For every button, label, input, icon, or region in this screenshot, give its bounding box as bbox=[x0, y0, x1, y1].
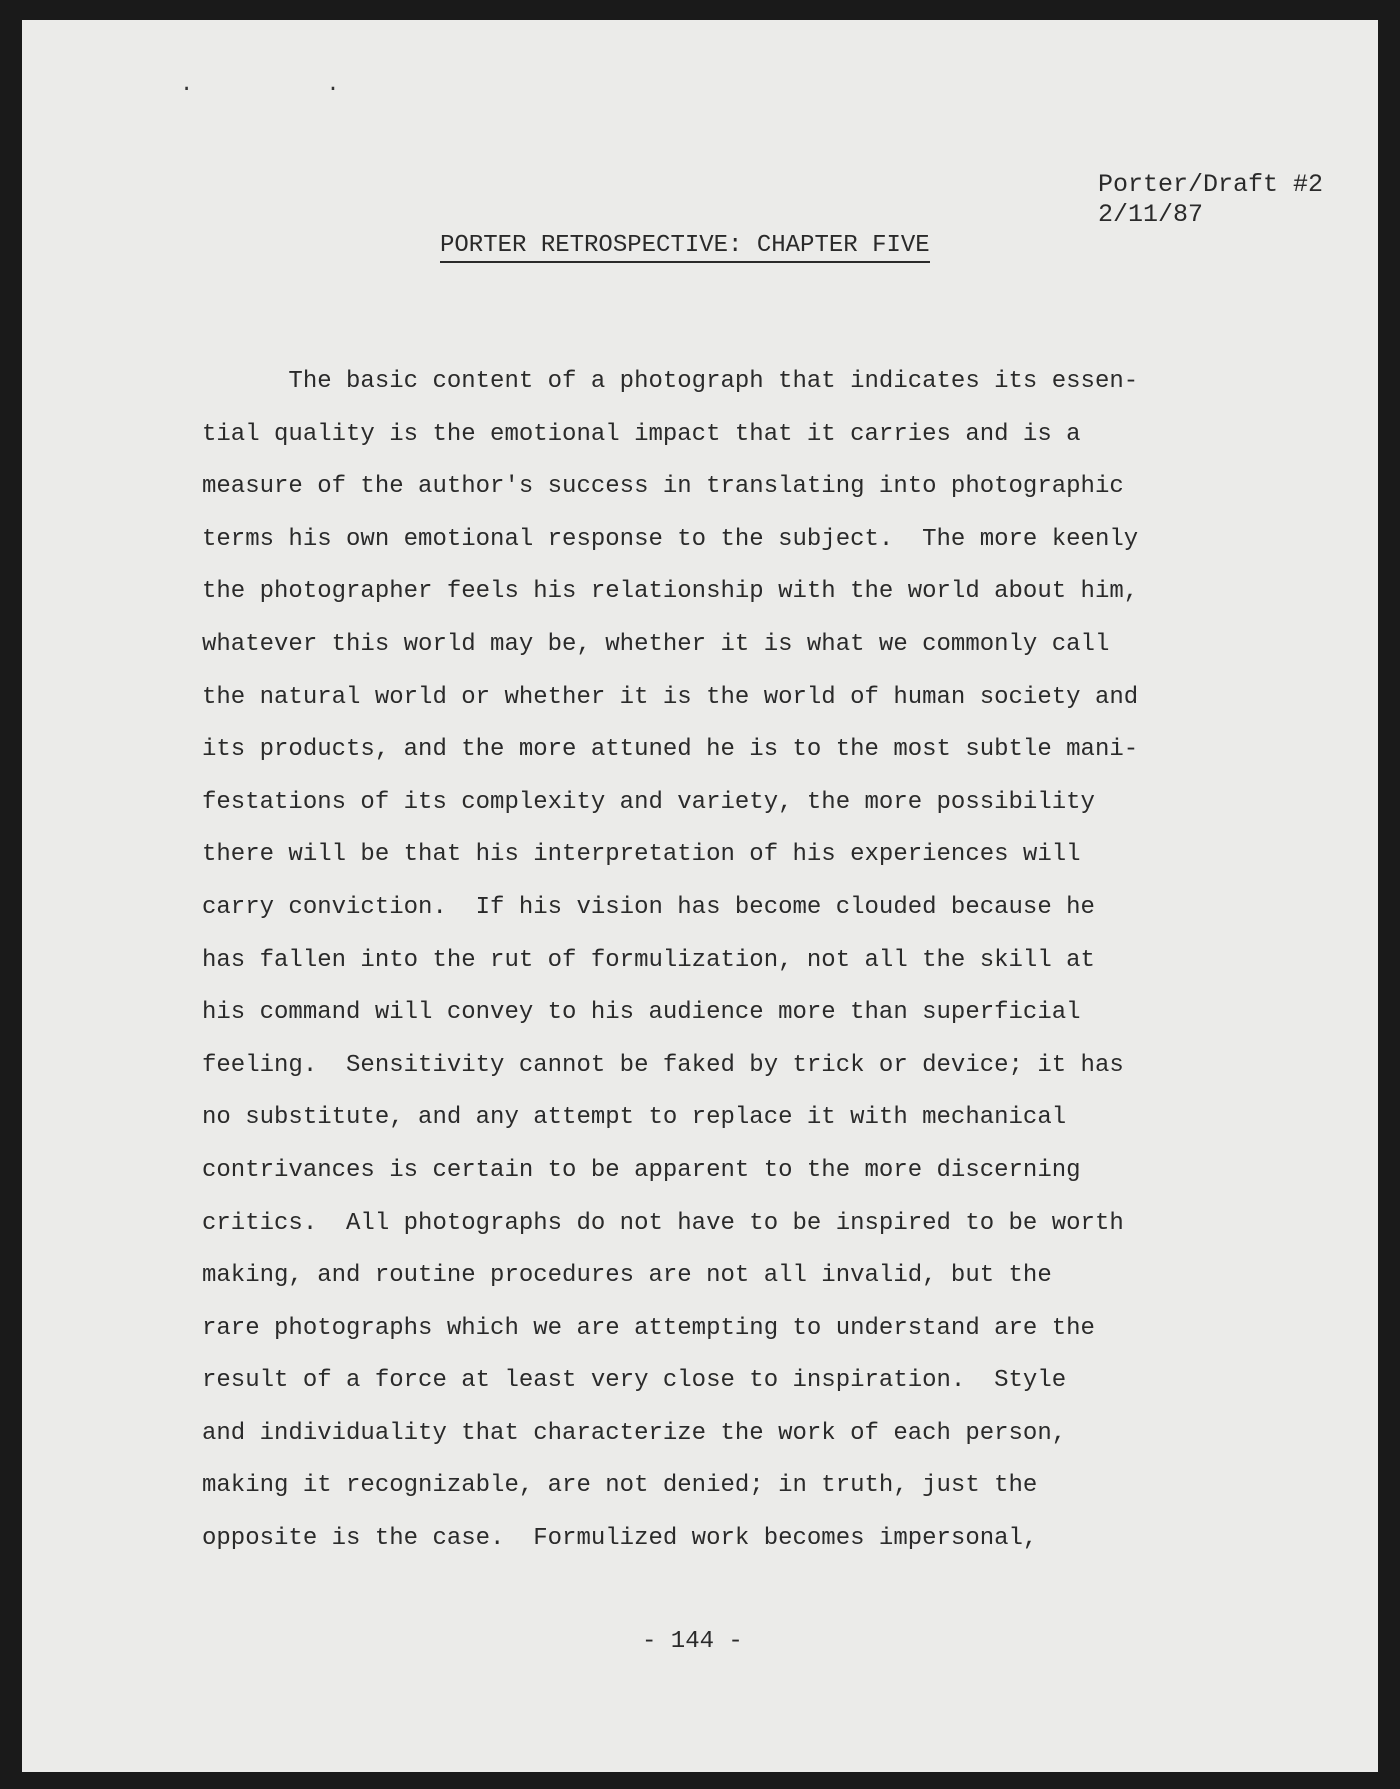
draft-note: Porter/Draft #2 2/11/87 bbox=[1098, 170, 1324, 229]
text-line: and individuality that characterize the work of each person, bbox=[202, 1419, 1067, 1447]
text-line: rare photographs which we are attempting to understand are the bbox=[202, 1314, 1095, 1342]
text-line: contrivances is certain to be apparent to the more discerning bbox=[202, 1156, 1081, 1184]
text-line: has fallen into the rut of formulization, not all the skill at bbox=[202, 946, 1095, 974]
text-line: no substitute, and any attempt to replace it with mechanical bbox=[202, 1104, 1067, 1132]
text-line: its products, and the more attuned he is to the most subtle mani- bbox=[202, 736, 1139, 764]
page-number: - 144 - bbox=[642, 1628, 743, 1655]
text-line: feeling. Sensitivity cannot be faked by trick or device; it has bbox=[202, 1051, 1124, 1079]
text-line: tial quality is the emotional impact that it carries and is a bbox=[202, 420, 1081, 448]
text-line: making, and routine procedures are not all invalid, but the bbox=[202, 1262, 1052, 1290]
text-line: carry conviction. If his vision has become clouded because he bbox=[202, 893, 1095, 921]
text-line: opposite is the case. Formulized work becomes impersonal, bbox=[202, 1525, 1038, 1553]
text-line: whatever this world may be, whether it is what we commonly call bbox=[202, 630, 1110, 658]
text-line: critics. All photographs do not have to be inspired to be worth bbox=[202, 1209, 1124, 1237]
text-line: making it recognizable, are not denied; in truth, just the bbox=[202, 1472, 1038, 1500]
document-page bbox=[22, 20, 1378, 1772]
text-line: the natural world or whether it is the world of human society and bbox=[202, 683, 1139, 711]
body-text bbox=[202, 356, 1262, 1566]
margin-marks: . . bbox=[180, 72, 400, 97]
chapter-title: PORTER RETROSPECTIVE: CHAPTER FIVE bbox=[440, 232, 930, 263]
text-line: his command will convey to his audience more than superficial bbox=[202, 999, 1081, 1027]
text-line: measure of the author's success in translating into photographic bbox=[202, 473, 1124, 501]
text-line: the photographer feels his relationship with the world about him, bbox=[202, 578, 1139, 606]
text-line: terms his own emotional response to the subject. The more keenly bbox=[202, 525, 1139, 553]
text-line: result of a force at least very close to inspiration. Style bbox=[202, 1367, 1067, 1395]
text-line: The basic content of a photograph that indicates its essen- bbox=[202, 368, 1139, 395]
text-line: there will be that his interpretation of his experiences will bbox=[202, 841, 1081, 869]
text-line: festations of its complexity and variety, the more possibility bbox=[202, 788, 1095, 816]
